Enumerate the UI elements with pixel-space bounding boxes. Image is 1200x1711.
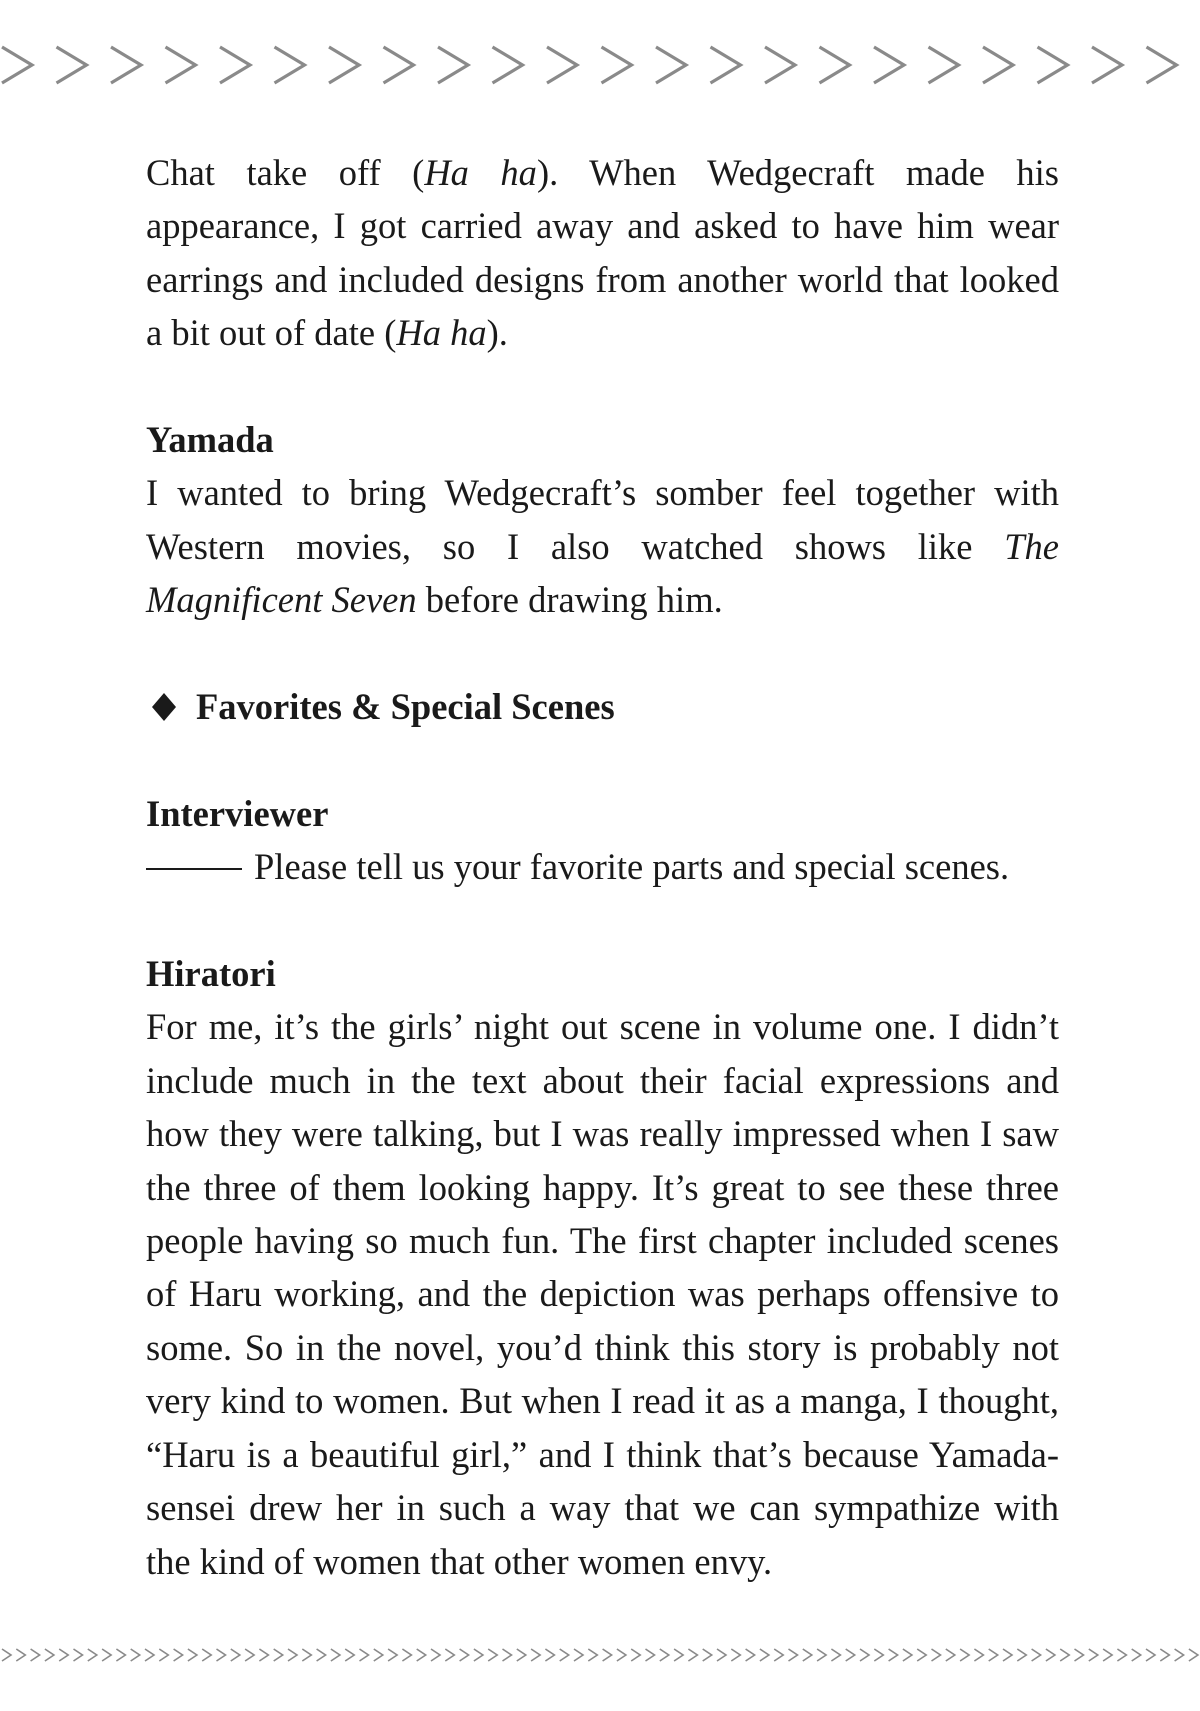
chevron-right-icon xyxy=(1117,1649,1126,1661)
chevron-right-icon xyxy=(174,1649,183,1661)
chevron-right-icon xyxy=(317,1649,326,1661)
chevron-right-icon xyxy=(731,1649,740,1661)
chevron-right-icon xyxy=(302,1649,311,1661)
chevron-right-icon xyxy=(932,1649,941,1661)
chevron-right-icon xyxy=(166,47,196,83)
chevron-right-icon xyxy=(2,1649,11,1661)
yamada-text-2: before drawing him. xyxy=(416,579,723,621)
chevron-right-icon xyxy=(417,1649,426,1661)
chevron-right-icon xyxy=(656,47,686,83)
chevron-right-icon xyxy=(631,1649,640,1661)
chevron-right-icon xyxy=(360,1649,369,1661)
chevron-right-icon xyxy=(1046,1649,1055,1661)
speaker-yamada: Yamada xyxy=(146,419,274,461)
chevron-right-icon xyxy=(288,1649,297,1661)
bottom-chevron-row xyxy=(0,1640,1200,1670)
chevron-right-icon xyxy=(1160,1649,1169,1661)
chevron-right-icon xyxy=(329,47,359,83)
chevron-right-icon xyxy=(1189,1649,1198,1661)
section-heading xyxy=(146,680,1059,733)
chevron-right-icon xyxy=(474,1649,483,1661)
question-text: Please tell us your favorite parts and special scenes. xyxy=(254,846,1010,888)
chevron-right-icon xyxy=(846,1649,855,1661)
chevron-right-icon xyxy=(16,1649,25,1661)
chevron-right-icon xyxy=(145,1649,154,1661)
chevron-right-icon xyxy=(789,1649,798,1661)
chevron-right-icon xyxy=(388,1649,397,1661)
chevron-right-icon xyxy=(1017,1649,1026,1661)
chevron-right-icon xyxy=(660,1649,669,1661)
chevron-right-icon xyxy=(331,1649,340,1661)
opening-paragraph xyxy=(146,146,1059,360)
chevron-right-icon xyxy=(560,1649,569,1661)
bottom-chevron-border xyxy=(0,1640,1200,1670)
chevron-right-icon xyxy=(1175,1649,1184,1661)
chevron-right-icon xyxy=(603,1649,612,1661)
chevron-right-icon xyxy=(31,1649,40,1661)
opening-text-3: ). xyxy=(486,312,508,354)
chevron-right-icon xyxy=(960,1649,969,1661)
chevron-right-icon xyxy=(445,1649,454,1661)
chevron-right-icon xyxy=(545,1649,554,1661)
chevron-right-icon xyxy=(274,1649,283,1661)
top-chevron-border xyxy=(0,30,1200,100)
yamada-text-1: I wanted to bring Wedgecraft’s somber feel together with Western movies, so I also watched shows like xyxy=(146,472,1059,567)
chevron-right-icon xyxy=(617,1649,626,1661)
section-title: Favorites & Special Scenes xyxy=(196,686,615,728)
chevron-right-icon xyxy=(817,1649,826,1661)
chevron-right-icon xyxy=(803,1649,812,1661)
chevron-right-icon xyxy=(917,1649,926,1661)
chevron-right-icon xyxy=(774,1649,783,1661)
chevron-right-icon xyxy=(1132,1649,1141,1661)
chevron-right-icon xyxy=(345,1649,354,1661)
chevron-right-icon xyxy=(1003,1649,1012,1661)
opening-text-2: ). When Wedgecraft made his appearance, I got carried away and asked to have him wear earrings and included designs from another world that looked a bit out of date ( xyxy=(146,152,1059,354)
spacer xyxy=(146,360,1059,413)
chevron-right-icon xyxy=(1103,1649,1112,1661)
chevron-right-icon xyxy=(74,1649,83,1661)
chevron-right-icon xyxy=(983,47,1013,83)
chevron-right-icon xyxy=(746,1649,755,1661)
chevron-right-icon xyxy=(231,1649,240,1661)
chevron-right-icon xyxy=(374,1649,383,1661)
chevron-right-icon xyxy=(946,1649,955,1661)
opening-italic-2: Ha ha xyxy=(396,312,487,354)
diamond-icon xyxy=(152,695,176,719)
chevron-right-icon xyxy=(531,1649,540,1661)
chevron-right-icon xyxy=(116,1649,125,1661)
chevron-right-icon xyxy=(245,1649,254,1661)
chevron-right-icon xyxy=(760,1649,769,1661)
chevron-right-icon xyxy=(717,1649,726,1661)
chevron-right-icon xyxy=(688,1649,697,1661)
chevron-right-icon xyxy=(159,1649,168,1661)
chevron-right-icon xyxy=(259,1649,268,1661)
chevron-right-icon xyxy=(202,1649,211,1661)
chevron-right-icon xyxy=(1089,1649,1098,1661)
chevron-right-icon xyxy=(220,47,250,83)
chevron-right-icon xyxy=(488,1649,497,1661)
chevron-right-icon xyxy=(1147,47,1177,83)
chevron-right-icon xyxy=(602,47,632,83)
chevron-right-icon xyxy=(1075,1649,1084,1661)
chevron-right-icon xyxy=(1092,47,1122,83)
chevron-right-icon xyxy=(574,1649,583,1661)
chevron-right-icon xyxy=(765,47,795,83)
speaker-hiratori: Hiratori xyxy=(146,953,276,995)
chevron-right-icon xyxy=(1032,1649,1041,1661)
chevron-right-icon xyxy=(493,47,523,83)
chevron-right-icon xyxy=(88,1649,97,1661)
chevron-right-icon xyxy=(820,47,850,83)
chevron-right-icon xyxy=(188,1649,197,1661)
chevron-right-icon xyxy=(929,47,959,83)
chevron-right-icon xyxy=(57,47,87,83)
chevron-right-icon xyxy=(711,47,741,83)
chevron-right-icon xyxy=(59,1649,68,1661)
chevron-right-icon xyxy=(831,1649,840,1661)
chevron-right-icon xyxy=(131,1649,140,1661)
yamada-italic-title: The Magnificent Seven xyxy=(146,525,1059,621)
chevron-right-icon xyxy=(903,1649,912,1661)
chevron-right-icon xyxy=(384,47,414,83)
chevron-right-icon xyxy=(588,1649,597,1661)
chevron-right-icon xyxy=(889,1649,898,1661)
chevron-right-icon xyxy=(111,47,141,83)
chevron-right-icon xyxy=(874,1649,883,1661)
em-dash-line xyxy=(146,868,242,870)
yamada-answer xyxy=(146,466,1059,626)
speaker-interviewer: Interviewer xyxy=(146,792,329,834)
chevron-right-icon xyxy=(102,1649,111,1661)
top-chevron-row xyxy=(0,30,1200,100)
spacer xyxy=(146,733,1059,786)
chevron-right-icon xyxy=(517,1649,526,1661)
chevron-right-icon xyxy=(703,1649,712,1661)
chevron-right-icon xyxy=(1060,1649,1069,1661)
chevron-right-icon xyxy=(674,1649,683,1661)
opening-text-1: Chat take off ( xyxy=(146,152,425,193)
chevron-right-icon xyxy=(974,1649,983,1661)
interviewer-question xyxy=(146,840,1059,893)
chevron-right-icon xyxy=(2,47,32,83)
spacer xyxy=(146,894,1059,947)
chevron-right-icon xyxy=(275,47,305,83)
spacer xyxy=(146,627,1059,680)
chevron-right-icon xyxy=(503,1649,512,1661)
chevron-right-icon xyxy=(874,47,904,83)
hiratori-answer: For me, it’s the girls’ night out scene in volume one. I didn’t include much in the text about their facial expressions and how they were talking, but I was really impressed when I saw the three of them looking happy. It’s great to see these three people having so much fun. The first chapter included scenes of Haru working, and the depiction was perhaps offensive to some. So in the novel, you’d think this story is probably not very kind to women. But when I read it as a manga, I thought, “Haru is a beautiful girl,” and I think that’s because Yamada-sensei drew her in such a way that we can sympathize with the kind of women that other women envy. xyxy=(146,1006,1059,1582)
chevron-right-icon xyxy=(460,1649,469,1661)
chevron-right-icon xyxy=(431,1649,440,1661)
chevron-right-icon xyxy=(989,1649,998,1661)
chevron-right-icon xyxy=(438,47,468,83)
chevron-right-icon xyxy=(646,1649,655,1661)
chevron-right-icon xyxy=(217,1649,226,1661)
chevron-right-icon xyxy=(1038,47,1068,83)
chevron-right-icon xyxy=(1146,1649,1155,1661)
chevron-right-icon xyxy=(402,1649,411,1661)
chevron-right-icon xyxy=(860,1649,869,1661)
chevron-right-icon xyxy=(45,1649,54,1661)
opening-italic-1: Ha ha xyxy=(424,152,537,193)
page-content xyxy=(146,146,1059,1588)
chevron-right-icon xyxy=(547,47,577,83)
